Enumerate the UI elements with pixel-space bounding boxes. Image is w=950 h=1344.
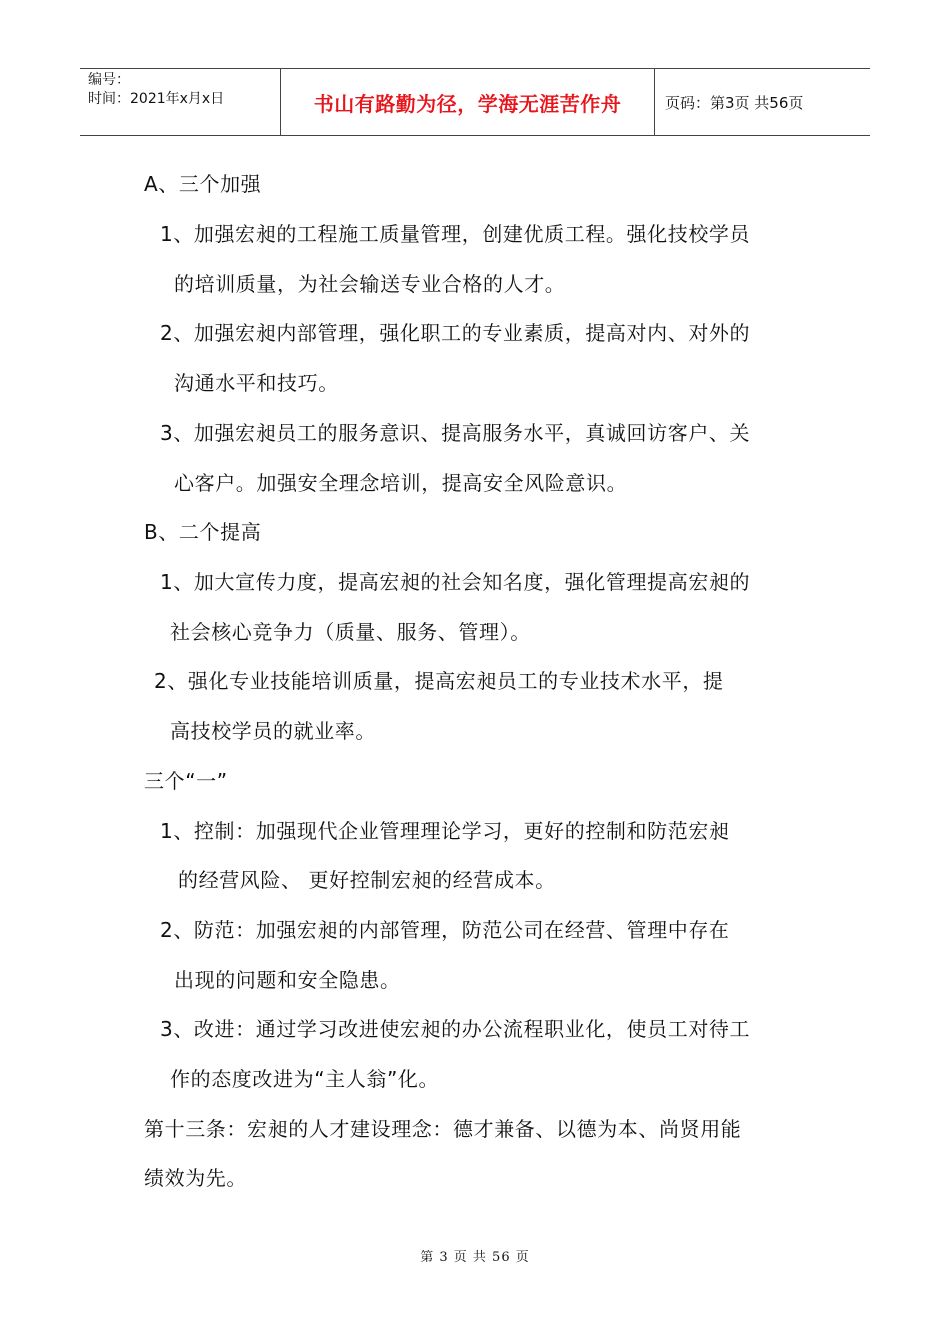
date-label: 时间：2021年x月x日 xyxy=(88,91,225,107)
section-heading-b: B、二个提高 xyxy=(144,520,262,544)
section-heading-c: 三个“一” xyxy=(144,769,228,793)
paragraph-line: 的培训质量，为社会输送专业合格的人才。 xyxy=(174,272,566,296)
paragraph-line: 社会核心竞争力（质量、服务、管理）。 xyxy=(170,620,531,644)
section-heading-a: A、三个加强 xyxy=(144,172,262,196)
paragraph-line: 3、加强宏昶员工的服务意识、提高服务水平，真诚回访客户、关 xyxy=(160,421,751,445)
code-label: 编号： xyxy=(88,72,130,88)
paragraph-line: 心客户。加强安全理念培训，提高安全风险意识。 xyxy=(174,471,628,495)
article-13-line: 第十三条：宏昶的人才建设理念：德才兼备、以德为本、尚贤用能 xyxy=(144,1117,742,1141)
paragraph-line: 2、加强宏昶内部管理，强化职工的专业素质，提高对内、对外的 xyxy=(160,321,751,345)
paragraph-line: 1、控制：加强现代企业管理理论学习，更好的控制和防范宏昶 xyxy=(160,819,730,843)
paragraph-line: 高技校学员的就业率。 xyxy=(170,719,376,743)
paragraph-line: 1、加大宣传力度，提高宏昶的社会知名度，强化管理提高宏昶的 xyxy=(160,570,751,594)
paragraph-line: 出现的问题和安全隐患。 xyxy=(174,968,401,992)
paragraph-line: 2、防范：加强宏昶的内部管理，防范公司在经营、管理中存在 xyxy=(160,918,730,942)
header-page-info: 页码：第3页 共56页 xyxy=(665,93,804,112)
header-motto: 书山有路勤为径，学海无涯苦作舟 xyxy=(281,69,655,135)
paragraph-line: 2、强化专业技能培训质量，提高宏昶员工的专业技术水平，提 xyxy=(154,669,724,693)
page-footer: 第 3 页 共 56 页 xyxy=(420,1250,530,1265)
article-13-line: 绩效为先。 xyxy=(144,1166,247,1190)
header-meta xyxy=(80,69,281,135)
paragraph-line: 3、改进：通过学习改进使宏昶的办公流程职业化，使员工对待工 xyxy=(160,1017,751,1041)
paragraph-line: 1、加强宏昶的工程施工质量管理，创建优质工程。强化技校学员 xyxy=(160,222,751,246)
paragraph-line: 的经营风险、 更好控制宏昶的经营成本。 xyxy=(178,868,556,892)
document-header xyxy=(80,68,870,136)
paragraph-line: 作的态度改进为“主人翁”化。 xyxy=(170,1067,440,1091)
paragraph-line: 沟通水平和技巧。 xyxy=(174,371,339,395)
